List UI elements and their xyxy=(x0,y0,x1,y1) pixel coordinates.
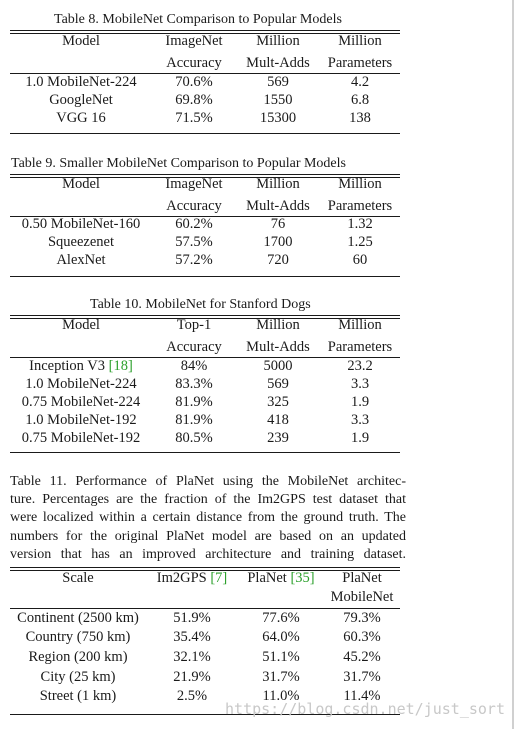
table-cell: 1550 xyxy=(263,92,293,108)
caption-line: numbers for the original PlaNet model are based on an updated xyxy=(10,528,406,544)
table-cell: 3.3 xyxy=(350,412,370,428)
caption-line: version that has an improved architecture and training dataset. xyxy=(10,546,406,562)
table-header-row xyxy=(10,175,400,194)
table-cell: 31.7% xyxy=(343,669,381,685)
header-cell: Model xyxy=(62,33,100,49)
header-cell: Million xyxy=(256,317,300,333)
table-cell: 418 xyxy=(267,412,289,428)
table-header-row xyxy=(10,54,400,73)
header-cell: Mult-Adds xyxy=(246,198,310,214)
table-bottom-rule xyxy=(10,276,400,277)
header-cell: Million xyxy=(338,317,382,333)
table-cell: City (25 km) xyxy=(40,669,116,685)
header-cell: MobileNet xyxy=(330,589,394,605)
table-cell: Squeezenet xyxy=(47,234,115,250)
table-bottom-rule xyxy=(10,452,400,453)
table-cell: 23.2 xyxy=(347,358,373,374)
table-cell: 720 xyxy=(267,252,289,268)
table-row xyxy=(10,429,400,448)
table-cell xyxy=(10,357,152,376)
table-cell: 0.75 MobileNet-224 xyxy=(21,394,141,410)
table-row xyxy=(10,73,400,92)
header-label: Im2GPS xyxy=(156,570,207,586)
header-cell xyxy=(238,569,324,588)
table-bottom-rule xyxy=(10,133,400,134)
table-cell: 569 xyxy=(267,376,289,392)
header-cell: Accuracy xyxy=(166,339,222,355)
header-cell: Top-1 xyxy=(176,317,212,333)
table-cell: 1.25 xyxy=(347,234,373,250)
table-cell: 325 xyxy=(267,394,289,410)
table-cell: 1.32 xyxy=(347,216,373,232)
table-cell: AlexNet xyxy=(56,252,106,268)
table-cell: 70.6% xyxy=(175,74,213,90)
table-cell: 76 xyxy=(270,216,286,232)
table-caption: Table 8. MobileNet Comparison to Popular Models xyxy=(54,12,342,27)
table-cell: 81.9% xyxy=(175,394,213,410)
table-cell: 21.9% xyxy=(173,669,211,685)
header-cell: Mult-Adds xyxy=(246,55,310,71)
table-cell: 60 xyxy=(352,252,368,268)
header-label: PlaNet xyxy=(247,570,287,586)
table-cell: 69.8% xyxy=(175,92,213,108)
table-cell: 57.5% xyxy=(175,234,213,250)
header-cell: Million xyxy=(338,33,382,49)
header-cell xyxy=(146,569,238,588)
table-cell: 64.0% xyxy=(262,629,300,645)
caption-line: ture. Percentages are the fraction of the Im2GPS test dataset that xyxy=(10,492,406,508)
table-cell: 4.2 xyxy=(350,74,370,90)
table-header-row xyxy=(10,197,400,216)
table-cell: 1.9 xyxy=(350,394,370,410)
header-cell: Model xyxy=(62,176,100,192)
table-row xyxy=(10,251,400,270)
table-row xyxy=(10,233,400,252)
table-row xyxy=(10,375,400,394)
table-row xyxy=(10,648,400,667)
header-cell: Million xyxy=(256,33,300,49)
table-row xyxy=(10,91,400,110)
table-cell: 51.1% xyxy=(262,649,300,665)
header-cell: Accuracy xyxy=(166,198,222,214)
table-cell: 77.6% xyxy=(262,610,300,626)
model-name: Inception V3 xyxy=(29,358,106,374)
table-cell: 11.0% xyxy=(262,688,300,704)
table-cell: 5000 xyxy=(263,358,293,374)
table-header-row xyxy=(10,338,400,357)
table-cell: 83.3% xyxy=(175,376,213,392)
header-cell: PlaNet xyxy=(342,570,382,586)
table-cell: 11.4% xyxy=(343,688,381,704)
table-caption xyxy=(10,473,406,564)
table-header-row xyxy=(10,32,400,51)
table-row xyxy=(10,628,400,647)
table-cell: 80.5% xyxy=(175,430,213,446)
header-cell: Parameters xyxy=(327,55,393,71)
header-cell: Model xyxy=(62,317,100,333)
table-row xyxy=(10,411,400,430)
table-cell: 239 xyxy=(267,430,289,446)
table-cell: Street (1 km) xyxy=(39,688,117,704)
table-caption: Table 9. Smaller MobileNet Comparison to Popular Models xyxy=(11,156,346,171)
table-cell: 1.0 MobileNet-224 xyxy=(25,376,137,392)
header-cell: Mult-Adds xyxy=(246,339,310,355)
table-cell: 51.9% xyxy=(173,610,211,626)
table-row xyxy=(10,609,400,628)
header-cell: ImageNet xyxy=(165,33,223,49)
table-cell: 57.2% xyxy=(175,252,213,268)
header-cell: Accuracy xyxy=(166,55,222,71)
table-header-row xyxy=(10,588,400,607)
table-cell: Region (200 km) xyxy=(28,649,128,665)
header-cell: Million xyxy=(338,176,382,192)
table-cell: 1.9 xyxy=(350,430,370,446)
table-cell: GoogleNet xyxy=(49,92,113,108)
header-cell: Million xyxy=(256,176,300,192)
table-cell: 0.50 MobileNet-160 xyxy=(21,216,141,232)
table-row xyxy=(10,109,400,128)
page-right-border xyxy=(512,0,514,729)
table-cell: 81.9% xyxy=(175,412,213,428)
table-cell: 60.2% xyxy=(175,216,213,232)
table-row xyxy=(10,215,400,234)
table-cell: 84% xyxy=(180,358,208,374)
header-cell: ImageNet xyxy=(165,176,223,192)
table-header-row xyxy=(10,569,400,588)
caption-line: Table 11. Performance of PlaNet using the MobileNet architec- xyxy=(10,474,406,489)
table-row xyxy=(10,393,400,412)
table-cell: 31.7% xyxy=(262,669,300,685)
table-cell: 3.3 xyxy=(350,376,370,392)
table-caption: Table 10. MobileNet for Stanford Dogs xyxy=(90,297,311,312)
citation-link[interactable]: [7] xyxy=(210,570,228,586)
table-cell: 45.2% xyxy=(343,649,381,665)
table-cell: 2.5% xyxy=(176,688,208,704)
header-cell: Parameters xyxy=(327,339,393,355)
table-cell: VGG 16 xyxy=(56,110,106,126)
table-cell: 79.3% xyxy=(343,610,381,626)
table-header-row xyxy=(10,316,400,335)
watermark: https://blog.csdn.net/just_sort xyxy=(225,700,505,718)
table-cell: 569 xyxy=(267,74,289,90)
header-cell: Scale xyxy=(62,570,94,586)
table-row xyxy=(10,668,400,687)
citation-link[interactable]: [35] xyxy=(290,570,315,586)
table-cell: 1700 xyxy=(263,234,293,250)
table-cell: 71.5% xyxy=(175,110,213,126)
caption-line: were localized within a certain distance from the ground truth. The xyxy=(10,510,406,526)
citation-link[interactable]: [18] xyxy=(108,358,133,374)
table-cell: Continent (2500 km) xyxy=(17,610,139,626)
table-cell: 1.0 MobileNet-192 xyxy=(25,412,137,428)
table-cell: 32.1% xyxy=(173,649,211,665)
table-cell: Country (750 km) xyxy=(25,629,131,645)
table-cell: 60.3% xyxy=(343,629,381,645)
table-cell: 138 xyxy=(349,110,371,126)
table-row xyxy=(10,357,400,376)
table-cell: 6.8 xyxy=(350,92,370,108)
table-cell: 15300 xyxy=(259,110,297,126)
table-cell: 0.75 MobileNet-192 xyxy=(21,430,141,446)
header-cell: Parameters xyxy=(327,198,393,214)
table-cell: 35.4% xyxy=(173,629,211,645)
table-cell: 1.0 MobileNet-224 xyxy=(25,74,137,90)
